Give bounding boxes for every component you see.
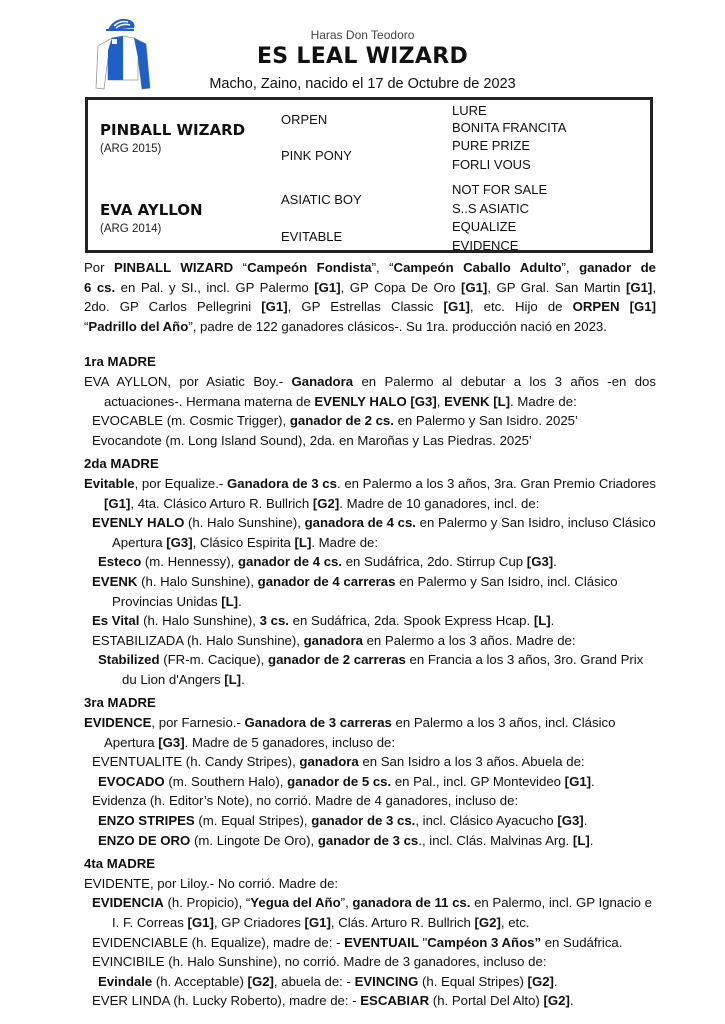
text-segment: (h. Portal Del Alto) — [429, 993, 544, 1009]
produce-entry — [84, 811, 656, 831]
text-segment: en Pal. y SI., incl. GP Palermo — [115, 279, 315, 295]
sire-line — [84, 297, 656, 317]
text-segment: en Palermo a los 3 años, incl. Clásico Apertura — [104, 715, 616, 750]
text-segment: en Francia a los 3 años, 3ro. Grand Prix du Lion d'Angers — [122, 652, 644, 687]
section-title-3ra-madre: 3ra MADRE — [84, 695, 156, 711]
grandsire-paternal: ORPEN — [281, 112, 328, 127]
text-segment: en Sudáfrica, 2da. Spook Express Hcap. — [288, 613, 534, 629]
produce-entry — [84, 631, 656, 651]
produce-entry — [84, 991, 656, 1011]
bold-text: [G1] — [443, 299, 470, 315]
bold-text: [L] — [572, 832, 590, 848]
bold-text: EVENLY HALO [G3] — [314, 393, 437, 409]
text-segment: (FR-m. Cacique), — [159, 652, 269, 668]
text-segment: en San Isidro a los 3 años. Abuela de: — [358, 754, 585, 770]
text-segment: en Palermo y San Isidro, incluso Clásico Apertura — [112, 515, 656, 550]
text-segment: , — [436, 393, 445, 409]
great-grandparent: S..S ASIATIC — [452, 201, 530, 216]
text-segment: , GP Estrellas Classic — [287, 299, 444, 315]
grandsire-maternal: ASIATIC BOY — [281, 192, 362, 207]
bold-text: ganador de 3 cs — [317, 832, 419, 848]
bold-text: [L] — [221, 593, 239, 609]
text-segment: . — [589, 832, 594, 848]
text-segment: ”, — [340, 895, 353, 911]
bold-text: Ganadora de 3 carreras — [244, 715, 392, 731]
text-segment: Por — [84, 260, 115, 275]
produce-entry — [84, 572, 656, 611]
text-segment: . — [583, 813, 588, 829]
dam-entry — [84, 874, 656, 894]
text-segment: (h. Halo Sunshine), — [137, 573, 258, 589]
text-segment: EVIDENTE, por Liloy.- No corrió. Madre de: — [84, 875, 339, 891]
bold-text: [L] — [294, 534, 312, 550]
produce-entry — [84, 611, 656, 631]
bold-text: 6 cs. — [84, 279, 116, 295]
text-segment: . Madre de: — [311, 534, 379, 550]
text-segment: ”, “ — [371, 260, 394, 275]
text-segment: (m. Southern Halo), — [164, 773, 288, 789]
text-segment: EVER LINDA (h. Lucky Roberto), madre de: - — [92, 993, 361, 1009]
text-segment: ”, padre de 122 ganadores clásicos-. Su 1ra. producción nació en 2023. — [188, 318, 607, 334]
bold-text: Esteco — [98, 554, 142, 570]
dam-name: EVA AYLLON — [100, 201, 203, 219]
bold-text: [G1] — [460, 279, 488, 295]
bold-text: [G3] — [557, 813, 584, 829]
text-segment: , Clás. Arturo R. Bullrich — [330, 915, 475, 930]
text-segment: . — [569, 993, 574, 1009]
produce-entry — [84, 952, 656, 972]
text-segment: (m. Lingote De Oro), — [190, 832, 318, 848]
section-title-1ra-madre: 1ra MADRE — [84, 354, 156, 370]
text-segment: Evocandote (m. Long Island Sound), 2da. en Maroñas y Las Piedras. 2025’ — [92, 432, 532, 448]
sire-paragraph — [84, 258, 656, 336]
bold-text: ENZO DE ORO — [98, 832, 191, 848]
bold-text: ENZO STRIPES — [98, 813, 195, 829]
bold-text: ganadora de 4 cs. — [304, 515, 416, 531]
great-grandparent: EVIDENCE — [452, 238, 519, 253]
pedigree-table — [85, 97, 653, 253]
dam-entry — [84, 372, 656, 411]
sire-meta: (ARG 2015) — [100, 143, 162, 155]
bold-text: Stabilized — [98, 652, 160, 668]
text-segment: " — [418, 934, 428, 950]
bold-text: ganador de 3 cs. — [311, 813, 416, 829]
great-grandparent: FORLI VOUS — [452, 157, 531, 172]
text-segment: . — [238, 593, 242, 609]
sire-line — [84, 317, 656, 337]
text-segment: , GP Copa De Oro — [340, 279, 461, 295]
text-segment: , por Equalize.- — [134, 475, 227, 491]
bold-text: Campeón Fondista — [247, 260, 372, 275]
text-segment: (m. Hennessy), — [141, 554, 238, 570]
bold-text: ORPEN [G1] — [572, 299, 656, 315]
bold-text: ganadora — [303, 632, 363, 648]
catalog-body — [84, 258, 656, 1011]
text-segment: , etc. — [500, 915, 530, 930]
bold-text: ganador de — [579, 260, 656, 275]
bold-text: [L] — [224, 671, 242, 687]
bold-text: [G2] — [247, 973, 274, 989]
text-segment: EVOCABLE (m. Cosmic Trigger), — [92, 413, 290, 429]
text-segment: en Palermo, incl. GP Ignacio e I. F. Correas — [112, 895, 652, 930]
produce-entry — [84, 513, 656, 552]
text-segment: 2do. GP Carlos Pellegrini — [84, 299, 262, 315]
text-segment: en Sudáfrica. — [541, 934, 623, 950]
text-segment: . — [553, 554, 557, 570]
produce-entry — [84, 552, 656, 572]
great-grandparent: PURE PRIZE — [452, 138, 531, 153]
sire-name: PINBALL WIZARD — [100, 121, 246, 139]
text-segment: . — [553, 973, 558, 989]
bold-text: EVIDENCIA — [92, 895, 164, 911]
bold-text: Padrillo del Año — [88, 318, 189, 334]
bold-text: Campéon 3 Años” — [427, 934, 542, 950]
text-segment: Evidenza (h. Editor’s Note), no corrió. Madre de 4 ganadores, incluso de: — [92, 793, 519, 809]
bold-text: EVIDENCE — [84, 715, 152, 731]
produce-entry — [84, 411, 656, 431]
sire-line — [84, 258, 656, 278]
text-segment: EVENTUALITE (h. Candy Stripes), — [92, 754, 300, 770]
horse-name: ES LEAL WIZARD — [256, 44, 469, 69]
granddam-maternal: EVITABLE — [281, 229, 343, 244]
text-segment: , abuela de: - — [273, 973, 355, 989]
bold-text: [G1] — [564, 773, 592, 789]
bold-text: PINBALL WIZARD — [114, 260, 234, 275]
dam-entry — [84, 713, 656, 752]
bold-text: [G1] — [625, 279, 653, 295]
bold-text: EVOCADO — [98, 773, 165, 789]
bold-text: ganador de 5 cs. — [287, 773, 392, 789]
bold-text: EVENLY HALO — [92, 515, 185, 531]
bold-text: [G3] — [526, 554, 554, 570]
bold-text: EVENTUAIL — [344, 934, 419, 950]
bold-text: EVINCING — [354, 973, 419, 989]
bold-text: ganador de 4 carreras — [257, 573, 396, 589]
produce-entry — [84, 933, 656, 953]
bold-text: Evindale — [98, 973, 153, 989]
bold-text: [G1] — [314, 279, 341, 295]
text-segment: . en Palermo a los 3 años, 3ra. Gran Premio Criadores — [336, 475, 656, 491]
great-grandparent: NOT FOR SALE — [452, 182, 548, 197]
bold-text: ganador de 2 cs. — [289, 413, 394, 429]
produce-entry — [84, 831, 656, 851]
text-segment: . Madre de: — [510, 393, 577, 409]
text-segment: “ — [233, 260, 248, 275]
produce-entry — [84, 752, 656, 772]
text-segment: . Madre de 5 ganadores, incluso de: — [184, 734, 396, 750]
produce-entry — [84, 893, 656, 932]
bold-text: [G3] — [158, 734, 185, 750]
text-segment: (h. Propicio), “ — [163, 895, 251, 911]
text-segment: “ — [84, 318, 89, 334]
bold-text: EVENK [L] — [444, 393, 511, 409]
bold-text: Ganadora — [291, 373, 354, 389]
great-grandparent: BONITA FRANCITA — [452, 120, 567, 135]
text-segment: (m. Equal Stripes), — [194, 813, 312, 829]
text-segment: (h. Acceptable) — [152, 973, 248, 989]
produce-entry — [84, 791, 656, 811]
horse-description: Macho, Zaino, nacido el 17 de Octubre de 2023 — [209, 76, 516, 92]
bold-text: [G2] — [543, 993, 570, 1009]
bold-text: [G3] — [166, 534, 193, 550]
granddam-paternal: PINK PONY — [281, 148, 352, 163]
text-segment: . — [591, 773, 595, 789]
bold-text: ganadora — [299, 754, 359, 770]
bold-text: Evitable — [84, 475, 135, 491]
text-segment: EVINCIBILE (h. Halo Sunshine), no corrió. Madre de 3 ganadores, incluso de: — [92, 954, 547, 970]
great-grandparent: LURE — [452, 103, 487, 118]
bold-text: [G1] — [187, 915, 214, 930]
dam-entry — [84, 474, 656, 513]
bold-text: [L] — [533, 613, 551, 629]
text-segment: ., incl. Clás. Malvinas Arg. — [418, 832, 573, 848]
produce-entry — [84, 650, 656, 689]
text-segment: , incl. Clásico Ayacucho — [415, 813, 558, 829]
text-segment: en Sudáfrica, 2do. Stirrup Cup — [342, 554, 527, 570]
bold-text: ganador de 2 carreras — [268, 652, 406, 668]
produce-entry — [84, 431, 656, 451]
text-segment: en Palermo y San Isidro. 2025’ — [393, 413, 578, 429]
bold-text: Yegua del Año — [250, 895, 341, 911]
bold-text: [G1] — [304, 915, 331, 930]
text-segment: . — [241, 671, 245, 687]
bold-text: Ganadora de 3 cs — [226, 475, 337, 491]
text-segment: , — [652, 279, 656, 295]
bold-text: 3 cs. — [259, 613, 289, 629]
stud-name: Haras Don Teodoro — [310, 28, 415, 42]
text-segment: ”, — [561, 260, 580, 275]
section-title-2da-madre: 2da MADRE — [84, 456, 159, 472]
great-grandparent: EQUALIZE — [452, 219, 517, 234]
text-segment: en Palermo y San Isidro, incl. Clásico Provincias Unidas — [112, 573, 618, 609]
text-segment: ESTABILIZADA (h. Halo Sunshine), — [92, 632, 304, 648]
text-segment: . — [550, 613, 555, 629]
bold-text: Es Vital — [92, 613, 140, 629]
text-segment: (h. Equal Stripes) — [418, 973, 528, 989]
bold-text: [G1] — [104, 495, 131, 511]
bold-text: ganadora de 11 cs. — [352, 895, 471, 911]
text-segment: , etc. Hijo de — [469, 299, 573, 315]
text-segment: , GP Gral. San Martin — [487, 279, 626, 295]
text-segment: en Palermo al debutar a los 3 años -en dos actuaciones-. Hermana materna de — [104, 373, 656, 409]
sire-line — [84, 278, 656, 298]
text-segment: , GP Criadores — [213, 915, 305, 930]
produce-entry — [84, 772, 656, 792]
text-segment: , Clásico Espirita — [192, 534, 295, 550]
text-segment: en Palermo a los 3 años. Madre de: — [362, 632, 576, 648]
bold-text: ganador de 4 cs. — [237, 554, 343, 570]
dam-meta: (ARG 2014) — [100, 223, 162, 235]
text-segment: EVIDENCIABLE (h. Equalize), madre de: - — [92, 934, 345, 950]
produce-entry — [84, 972, 656, 992]
bold-text: [G1] — [261, 299, 288, 315]
section-title-4ta-madre: 4ta MADRE — [84, 856, 156, 872]
text-segment: . Madre de 10 ganadores, incl. de: — [339, 495, 540, 511]
text-segment: (h. Halo Sunshine), — [139, 613, 260, 629]
bold-text: EVENK — [92, 573, 138, 589]
bold-text: Campeón Caballo Adulto — [393, 260, 562, 275]
text-segment: EVA AYLLON, por Asiatic Boy.- — [84, 373, 292, 389]
text-segment: , 4ta. Clásico Arturo R. Bullrich — [130, 495, 313, 511]
bold-text: ESCABIAR — [360, 993, 430, 1009]
bold-text: [G2] — [527, 973, 554, 989]
text-segment: en Pal., incl. GP Montevideo — [391, 773, 565, 789]
text-segment: , por Farnesio.- — [151, 715, 245, 731]
text-segment: (h. Halo Sunshine), — [184, 515, 305, 531]
bold-text: [G2] — [474, 915, 501, 930]
bold-text: [G2] — [312, 495, 340, 511]
